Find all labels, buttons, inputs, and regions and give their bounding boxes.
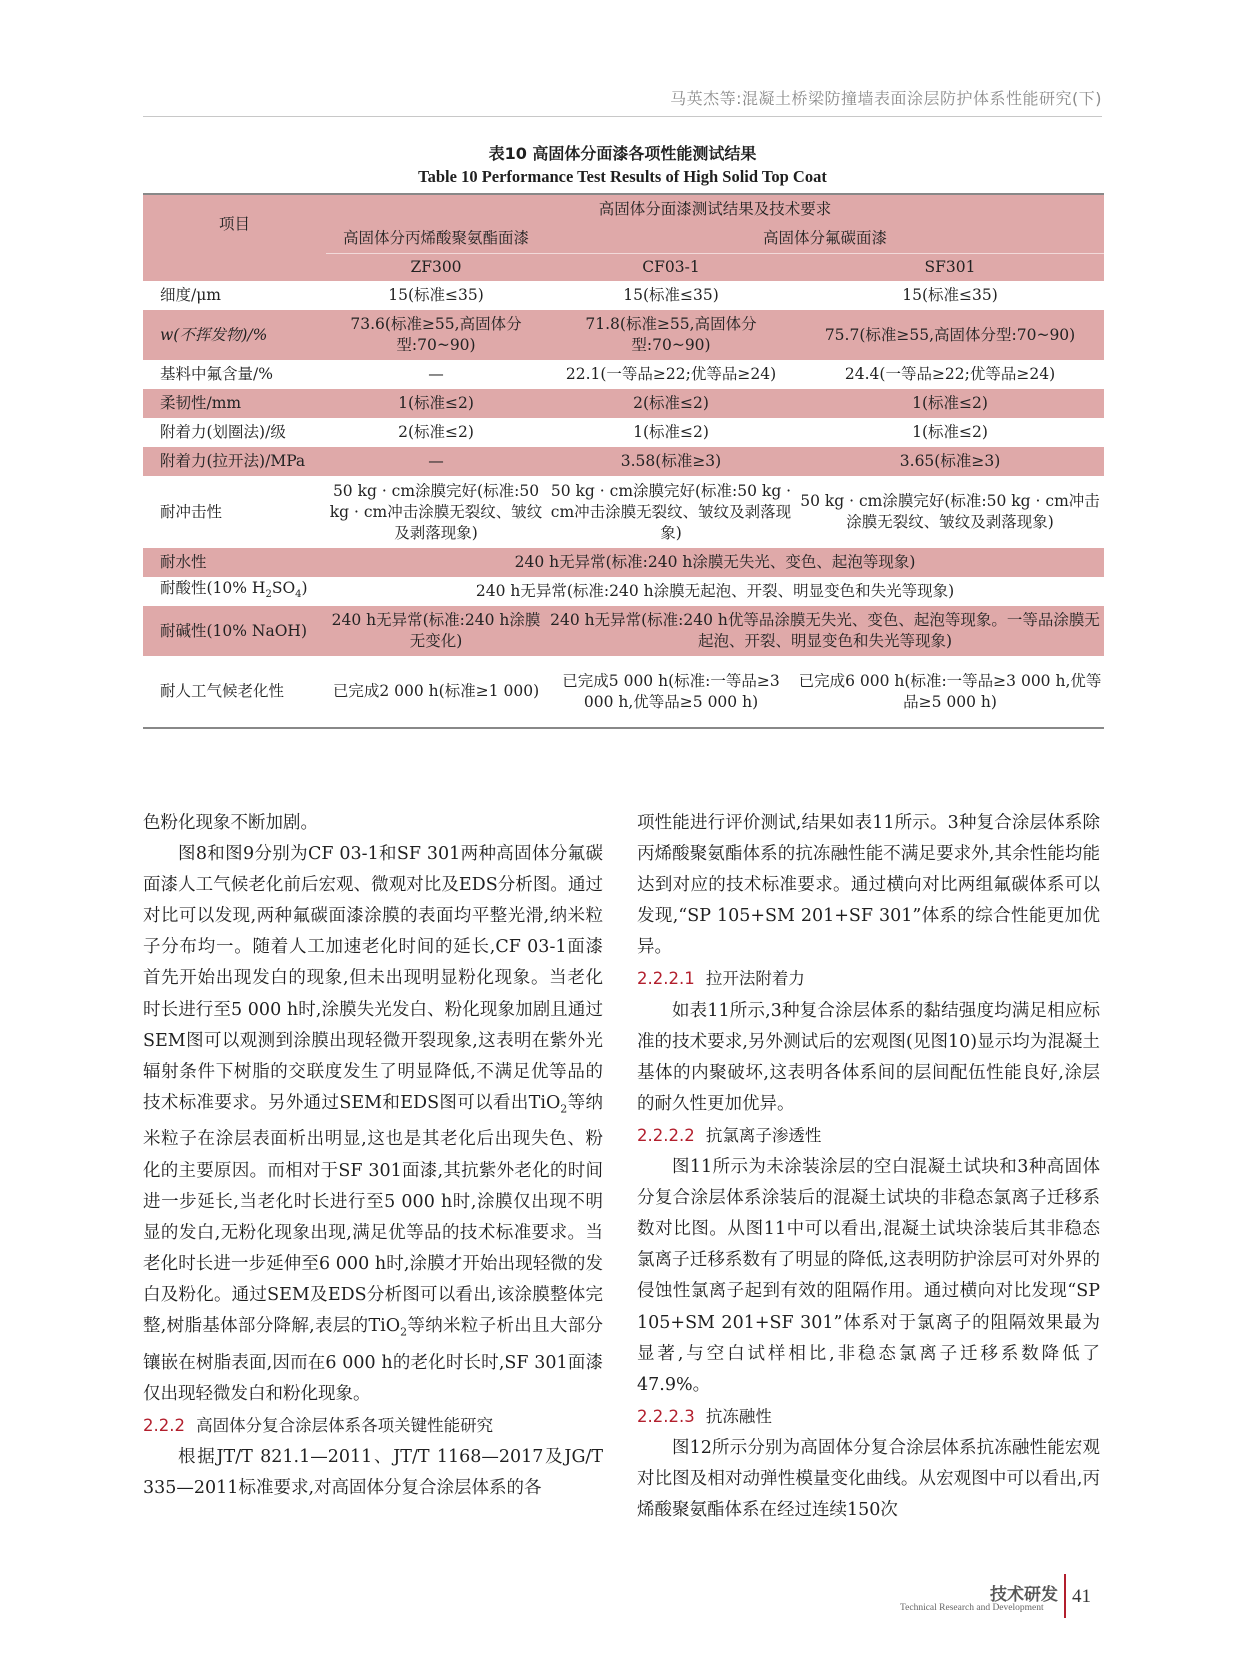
cell-zf300: — [326, 447, 546, 476]
table-row-nonvolatile [143, 310, 1104, 360]
table-row-alkali [143, 606, 1104, 656]
cell-zf300: — [428, 365, 444, 383]
cell-all: 240 h无异常(标准:240 h涂膜无失光、变色、起泡等现象) [326, 548, 1104, 577]
row-label: 耐人工气候老化性 [143, 656, 326, 728]
row-label: 附着力(拉开法)/MPa [143, 447, 326, 476]
table-row-fineness [143, 281, 1104, 310]
header-blank [143, 253, 326, 281]
table-caption [143, 142, 1102, 188]
cell-sf301: 1(标准≤2) [912, 423, 988, 441]
paragraph: 项性能进行评价测试,结果如表11所示。3种复合涂层体系除丙烯酸聚氨酯体系的抗冻融性能不满足要求外,其余性能均能达到对应的技术标准要求。通过横向对比两组氟碳体系可以发现,“SP 105+SM 201+SF 301”体系的综合性能更加优异。 [637, 813, 1100, 958]
cell-cf03-1: 15(标准≤35) [623, 286, 719, 304]
table-row-adhesion-pull [143, 447, 1104, 476]
subsection-heading: 2.2.2.2 抗氯离子渗透性 [637, 1125, 822, 1145]
subsection-heading: 2.2.2.3 抗冻融性 [637, 1406, 772, 1426]
paragraph: 图8和图9分别为CF 03-1和SF 301两种高固体分氟碳面漆人工气候老化前后宏观、微观对比及EDS分析图。通过对比可以发现,两种氟碳面漆涂膜的表面均平整光滑,纳米粒子分布均一。随着人工加速老化时间的延长,CF 03-1面漆首先开始出现发白的现象,但未出现明显粉化现象。当老化时长进行至5 000 h时,涂膜失光发白、粉化现象加剧且通过SEM图可以观测到涂膜出现轻微开裂现象,这表明在紫外光辐射条件下树脂的交联度发生了明显降低,不满足优等品的技术标准要求。另外通过SEM和EDS图可以看出TiO$_2$等纳米粒子在涂层表面析出明显,这也是其老化后出现失色、粉化的主要原因。而相对于SF 301面漆,其抗紫外老化的时间进一步延长,当老化时长进行至5 000 h时,涂膜仅出现不明显的发白,无粉化现象出现,满足优等品的技术标准要求。当老化时长进一步延伸至6 000 h时,涂膜才开始出现轻微的发白及粉化。通过SEM及EDS分析图可以看出,该涂膜整体完整,树脂基体部分降解,表层的TiO$_2$等纳米粒子析出且大部分镶嵌在树脂表面,因而在6 000 h的老化时长时,SF 301面漆仅出现轻微发白和粉化现象。 [143, 844, 604, 1404]
cell-cf03-1: 50 kg · cm涂膜完好(标准:50 kg · cm冲击涂膜无裂纹、皱纹及剥落现象) [550, 481, 792, 542]
performance-table [143, 193, 1104, 729]
row-label: 细度/μm [160, 286, 221, 304]
subsection-heading: 2.2.2.1 拉开法附着力 [637, 969, 805, 989]
section-heading: 2.2.2 高固体分复合涂层体系各项关键性能研究 [143, 1415, 494, 1435]
footer-section-en: Technical Research and Development [900, 1603, 1044, 1613]
cell-all: 240 h无异常(标准:240 h涂膜无起泡、开裂、明显变色和失光等现象) [475, 582, 955, 600]
table-row-acid [143, 577, 1104, 606]
cell-zf300: 50 kg · cm涂膜完好(标准:50 kg · cm冲击涂膜无裂纹、皱纹及剥落现象) [329, 481, 543, 542]
header-sf301: SF301 [796, 253, 1104, 281]
left-column [143, 808, 603, 1504]
row-label: 耐水性 [143, 548, 326, 577]
table-row-water [143, 548, 1104, 577]
row-label: 耐酸性(10% $H_2SO_4$) [160, 578, 308, 601]
row-label: 附着力(划圈法)/级 [160, 423, 286, 441]
row-label: 耐冲击性 [160, 502, 223, 521]
cell-sf301: 已完成6 000 h(标准:一等品≥3 000 h,优等品≥5 000 h) [796, 656, 1104, 728]
header-cf03-1: CF03-1 [546, 253, 796, 281]
paragraph: 图11所示为未涂装涂层的空白混凝土试块和3种高固体分复合涂层体系涂装后的混凝土试块的非稳态氯离子迁移系数对比图。从图11中可以看出,混凝土试块涂装后其非稳态氯离子迁移系数有了明显的降低,这表明防护涂层可对外界的侵蚀性氯离子起到有效的阻隔作用。通过横向对比发现“SP 105+SM 201+SF 301”体系对于氯离子的阻隔效果最为显著,与空白试样相比,非稳态氯离子迁移系数降低了47.9%。 [637, 1157, 1100, 1395]
table-row-flexibility [143, 389, 1104, 418]
paragraph: 图12所示分别为高固体分复合涂层体系抗冻融性能宏观对比图及相对动弹性模量变化曲线。从宏观图中可以看出,丙烯酸聚氨酯体系在经过连续150次 [637, 1437, 1100, 1521]
cell-fluorocarbon: 240 h无异常(标准:240 h优等品涂膜无失光、变色、起泡等现象。一等品涂膜无起泡、开裂、明显变色和失光等现象) [546, 606, 1104, 656]
header-rule [143, 116, 1102, 117]
cell-zf300: 已完成2 000 h(标准≥1 000) [326, 656, 546, 728]
cell-sf301: 24.4(一等品≥22;优等品≥24) [844, 365, 1056, 383]
running-header: 马英杰等:混凝土桥梁防撞墙表面涂层防护体系性能研究(下) [670, 89, 1102, 108]
table-caption-en: Table 10 Performance Test Results of High Solid Top Coat [418, 167, 827, 186]
cell-cf03-1: 2(标准≤2) [546, 389, 796, 418]
footer-divider [1064, 1574, 1066, 1618]
row-label: w(不挥发物)/% [143, 310, 326, 360]
row-label: 耐碱性(10% NaOH) [143, 606, 326, 656]
footer-section-cn: 技术研发 [990, 1585, 1058, 1605]
row-label: 柔韧性/mm [143, 389, 326, 418]
right-column [637, 808, 1100, 1526]
header-zf300: ZF300 [326, 253, 546, 281]
cell-sf301: 3.65(标准≥3) [796, 447, 1104, 476]
cell-sf301: 15(标准≤35) [902, 286, 998, 304]
table-row-impact [143, 476, 1104, 548]
paragraph: 色粉化现象不断加剧。 [143, 813, 318, 833]
table-row-adhesion-circle [143, 418, 1104, 447]
cell-zf300: 240 h无异常(标准:240 h涂膜无变化) [326, 606, 546, 656]
table-caption-cn: 表10 高固体分面漆各项性能测试结果 [488, 144, 757, 163]
cell-cf03-1: 3.58(标准≥3) [546, 447, 796, 476]
header-sub-acrylic: 高固体分丙烯酸聚氨酯面漆 [326, 224, 546, 253]
cell-zf300: 1(标准≤2) [326, 389, 546, 418]
paragraph: 如表11所示,3种复合涂层体系的黏结强度均满足相应标准的技术要求,另外测试后的宏观图(见图10)显示均为混凝土基体的内聚破坏,这表明各体系间的层间配伍性能良好,涂层的耐久性更加优异。 [637, 1000, 1100, 1114]
cell-sf301: 50 kg · cm涂膜完好(标准:50 kg · cm冲击涂膜无裂纹、皱纹及剥落现象) [800, 492, 1100, 531]
cell-zf300: 73.6(标准≥55,高固体分型:70~90) [326, 310, 546, 360]
table-row-fluorine [143, 360, 1104, 389]
cell-cf03-1: 71.8(标准≥55,高固体分型:70~90) [546, 310, 796, 360]
cell-sf301: 75.7(标准≥55,高固体分型:70~90) [796, 310, 1104, 360]
table-row-weathering [143, 656, 1104, 728]
header-sub-fluorocarbon: 高固体分氟碳面漆 [546, 224, 1104, 253]
cell-zf300: 15(标准≤35) [388, 286, 484, 304]
cell-cf03-1: 22.1(一等品≥22;优等品≥24) [565, 365, 777, 383]
cell-zf300: 2(标准≤2) [398, 423, 474, 441]
page-number: 41 [1072, 1586, 1091, 1607]
cell-cf03-1: 已完成5 000 h(标准:一等品≥3 000 h,优等品≥5 000 h) [546, 656, 796, 728]
row-label: 基料中氟含量/% [160, 365, 273, 383]
header-item: 项目 [143, 194, 326, 253]
paragraph: 根据JT/T 821.1—2011、JT/T 1168—2017及JG/T 335—2011标准要求,对高固体分复合涂层体系的各 [143, 1446, 603, 1498]
cell-cf03-1: 1(标准≤2) [633, 423, 709, 441]
cell-sf301: 1(标准≤2) [796, 389, 1104, 418]
header-group: 高固体分面漆测试结果及技术要求 [326, 194, 1104, 224]
